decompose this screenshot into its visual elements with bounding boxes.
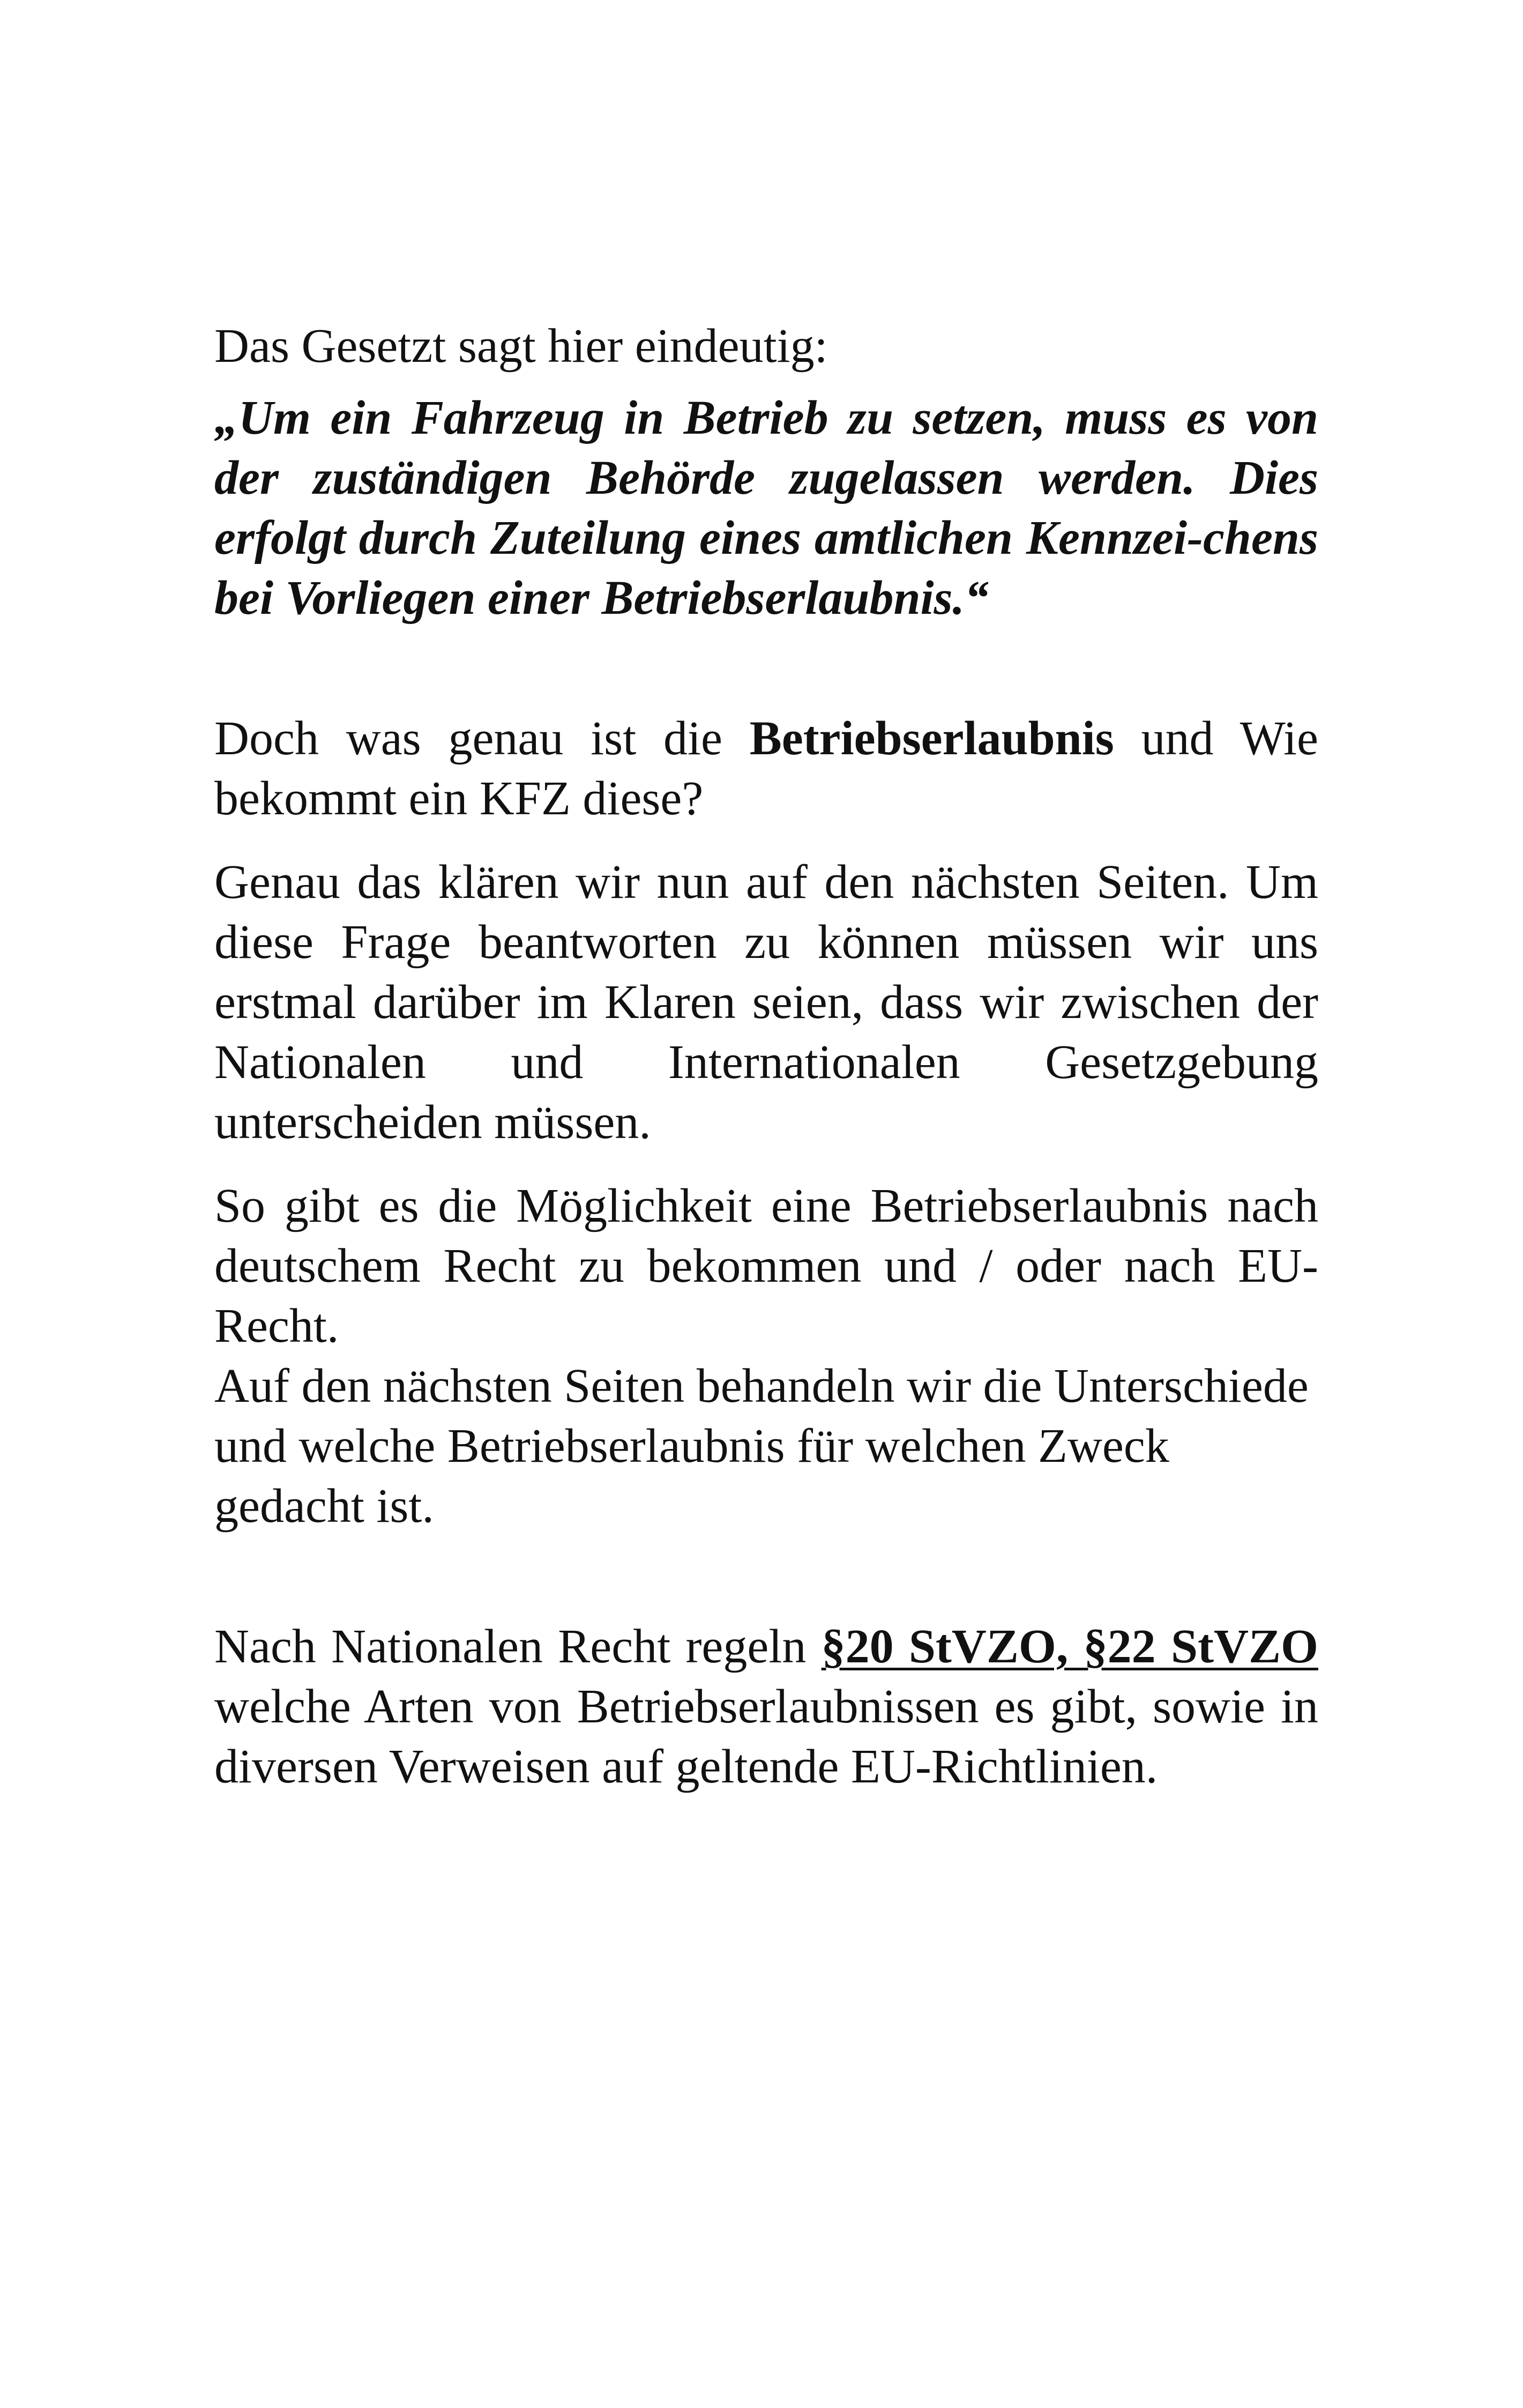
next-pages-paragraph: Auf den nächsten Seiten behandeln wir die Unterschiede und welche Betriebserlaubnis für welchen Zweck gedacht ist.: [214, 1359, 1309, 1533]
question-bold-term: Betriebserlaubnis: [749, 712, 1114, 765]
national-text-after: welche Arten von Betriebserlaubnissen es gibt, sowie in diversen Verweisen auf geltende EU-Richtlinien.: [214, 1680, 1318, 1793]
question-text-before: Doch was genau ist die: [214, 712, 750, 765]
body-text: [214, 316, 1318, 1820]
national-law-paragraph: [214, 1617, 1318, 1797]
explanation-paragraph: Genau das klären wir nun auf den nächsten Seiten. Um diese Frage beantworten zu können müssen wir uns erstmal darüber im Klaren seien, dass wir zwischen der Nationalen und Internationalen Gesetzgebung unterscheiden müssen.: [214, 856, 1318, 1149]
question-paragraph: [214, 709, 1318, 829]
national-text-before: Nach Nationalen Recht regeln: [214, 1620, 822, 1673]
question-text-after: und Wie bekommt ein KFZ diese?: [214, 712, 1318, 825]
intro-sentence: Das Gesetzt sagt hier eindeutig:: [214, 319, 828, 373]
law-quote: „Um ein Fahrzeug in Betrieb zu setzen, muss es von der zuständigen Behörde zugelassen werden. Dies erfolgt durch Zuteilung eines amtlichen Kennzei-chens bei Vorliegen einer Betriebserlaubnis.“: [214, 391, 1318, 625]
law-reference-link[interactable]: §20 StVZO, §22 StVZO: [821, 1620, 1318, 1673]
options-paragraph: So gibt es die Möglichkeit eine Betriebserlaubnis nach deutschem Recht zu bekommen und / oder nach EU-Recht.: [214, 1179, 1318, 1352]
